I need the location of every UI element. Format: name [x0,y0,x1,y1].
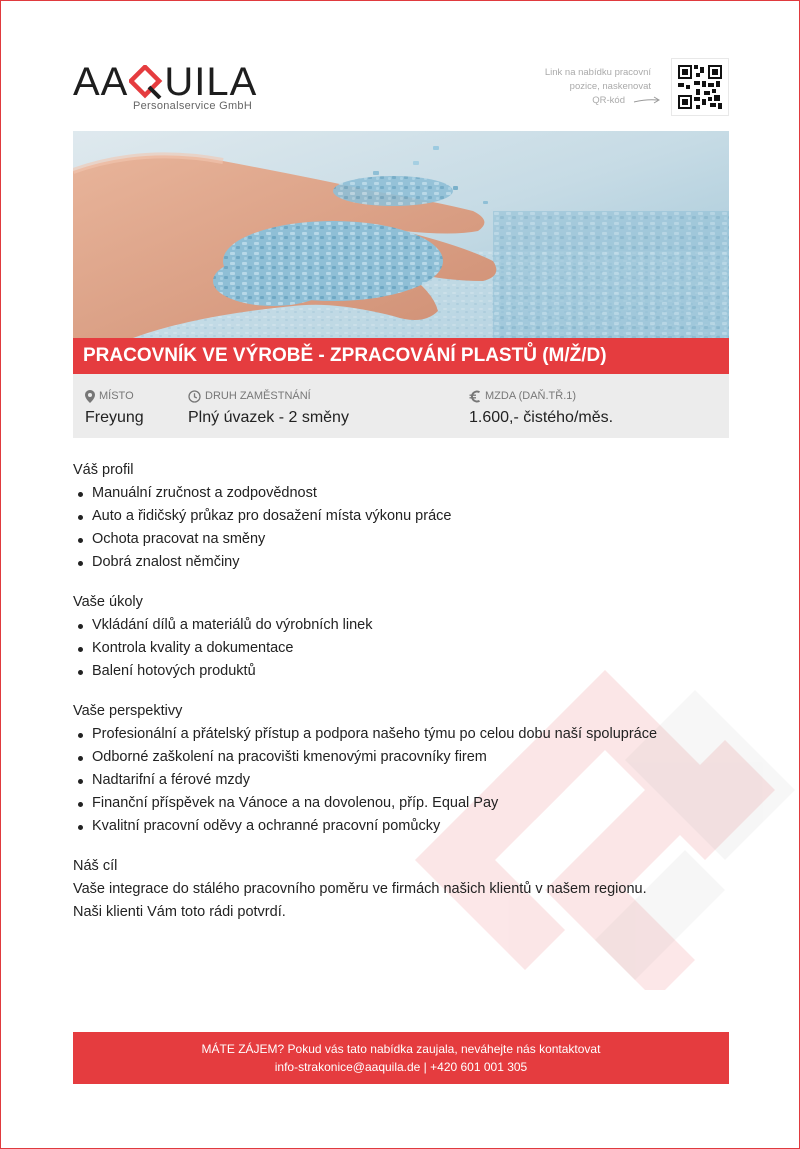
goal-text-line1: Vaše integrace do stálého pracovního poměru ve firmách našich klientů v našem regionu. [73,881,647,897]
goal-text-line2: Naši klienti Vám toto rádi potvrdí. [73,904,286,920]
salary-info [469,388,613,427]
perspectives-list [73,723,733,838]
salary-label: MZDA (DAŇ.TŘ.1) [485,390,577,402]
tasks-section-title: Vaše úkoly [73,594,143,610]
qr-code[interactable] [671,58,729,116]
logo-text-right: UILA [164,60,258,104]
salary-value: 1.600,- čistého/měs. [469,409,614,426]
job-title: PRACOVNÍK VE VÝROBĚ - ZPRACOVÁNÍ PLASTŮ (M/Ž/D) [73,338,729,374]
list-item: Nadtarifní a férové mzdy [73,769,733,792]
footer-contact[interactable]: info-strakonice@aaquila.de | +420 601 001 305 [274,1060,528,1074]
footer-cta: MÁTE ZÁJEM? Pokud vás tato nabídka zaujala, neváhejte nás kontaktovat [201,1042,601,1056]
profile-list [73,482,733,574]
list-item: Manuální zručnost a zodpovědnost [73,482,733,505]
employment-type-value: Plný úvazek - 2 směny [188,409,349,426]
qr-code-icon [678,65,722,109]
location-label: MÍSTO [99,390,134,402]
perspectives-section-title: Vaše perspektivy [73,703,183,719]
company-logo[interactable] [73,62,273,117]
list-item: Vkládání dílů a materiálů do výrobních linek [73,614,733,637]
arrow-right-icon [632,95,662,105]
logo-q-mark-icon [129,65,163,99]
employment-type-info [188,388,349,427]
list-item: Profesionální a přátelský přístup a podpora našeho týmu po celou dobu naší spolupráce [73,723,733,746]
list-item: Dobrá znalost němčiny [73,551,733,574]
list-item: Kontrola kvality a dokumentace [73,637,733,660]
job-info-strip [73,374,729,438]
location-info [85,388,144,427]
employment-type-label: DRUH ZAMĚSTNÁNÍ [205,390,311,402]
logo-text-left: AA [73,60,129,104]
clock-icon [188,390,201,403]
list-item: Finanční příspěvek na Vánoce a na dovolenou, příp. Equal Pay [73,792,733,815]
list-item: Kvalitní pracovní oděvy a ochranné pracovní pomůcky [73,815,733,838]
list-item: Auto a řidičský průkaz pro dosažení místa výkonu práce [73,505,733,528]
list-item: Balení hotových produktů [73,660,733,683]
qr-note-line2: pozice, naskenovat [569,81,651,92]
list-item: Ochota pracovat na směny [73,528,733,551]
goal-section-title: Náš cíl [73,858,118,874]
location-value: Freyung [85,409,144,426]
map-pin-icon [85,390,95,403]
contact-footer [73,1032,729,1084]
profile-section-title: Váš profil [73,462,134,478]
hero-image [73,131,729,338]
qr-note-line1: Link na nabídku pracovní [544,67,651,78]
job-description [73,459,733,924]
list-item: Odborné zaškolení na pracovišti kmenovými pracovníky firem [73,746,733,769]
tasks-list [73,614,733,683]
euro-icon [469,390,481,403]
logo-subtitle: Personalservice GmbH [133,100,253,112]
qr-note-line3: QR-kód [592,95,625,106]
